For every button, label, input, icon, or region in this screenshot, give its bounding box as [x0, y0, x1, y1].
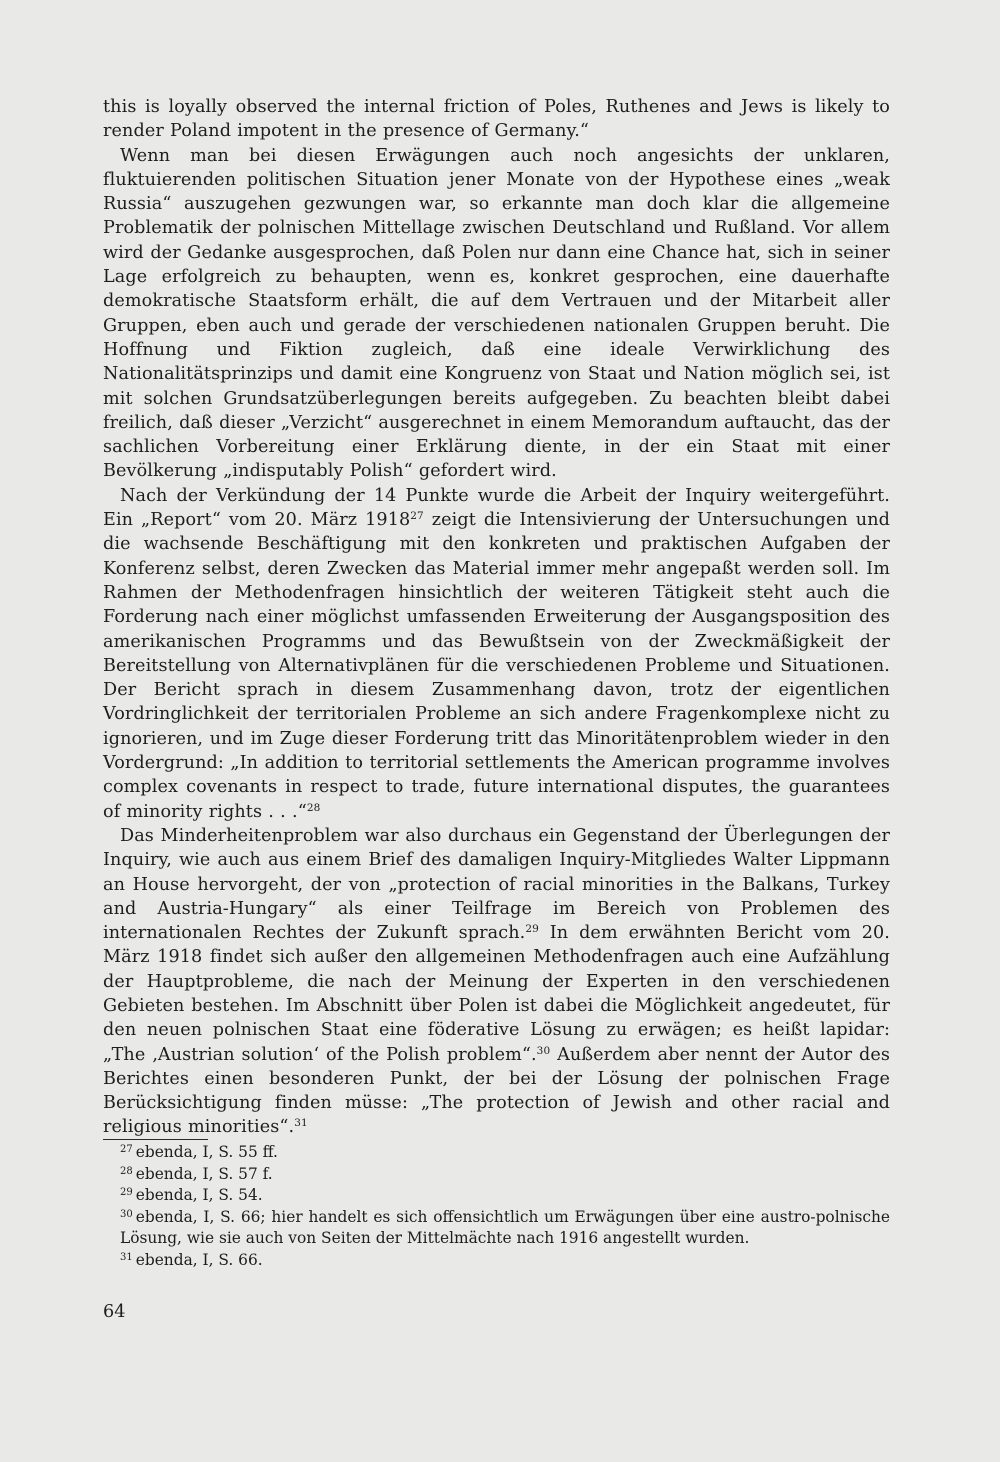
text-run: Wenn man bei diesen Erwägungen auch noch angesichts der unklaren, fluktuierenden politischen Situation jener Monate von der Hypothese eines „weak Russia“ auszugehen gezwungen war, so erkannte man doch klar die allgemeine Problematik der polnischen Mittellage zwischen Deutschland und Rußland. Vor allem wird der Gedanke ausgesprochen, daß Polen nur dann eine Chance hat, sich in seiner Lage erfolgreich zu behaupten, wenn es, konkret gesprochen, eine dauerhafte demokratische Staatsform erhält, die auf dem Vertrauen und der Mitarbeit aller Gruppen, eben auch und gerade der verschiedenen nationalen Gruppen beruht. Die Hoffnung und Fiktion zugleich, daß eine ideale Verwirklichung des Nationalitätsprinzips und damit eine Kongruenz von Staat und Nation möglich sei, ist mit solchen Grundsatzüberlegungen bereits aufgegeben. Zu beachten bleibt dabei freilich, daß dieser „Verzicht“ ausgerechnet in einem Memorandum auftaucht, das der sachlichen Vorbereitung einer Erklärung diente, in der ein Staat mit einer Bevölkerung „indisputably Polish“ gefordert wird.: [103, 145, 890, 482]
footnote-ref-31: 31: [294, 1117, 308, 1130]
paragraph-4: [103, 824, 890, 1140]
footnote-text: ebenda, I, S. 57 f.: [135, 1164, 273, 1183]
footnote-mark: 27: [120, 1144, 133, 1155]
text-run: Das Minderheitenproblem war also durchaus ein Gegenstand der Überlegungen der Inquiry, wie auch aus einem Brief des damaligen Inquiry-Mitgliedes Walter Lippmann an House hervorgeht, der von „protection of racial minorities in the Balkans, Turkey and Austria-Hungary“ als einer Teilfrage im Bereich von Problemen des internationalen Rechtes der Zukunft sprach.: [103, 825, 890, 944]
footnote-27: [103, 1142, 890, 1164]
footnotes: [103, 1142, 890, 1272]
footnote-28: [103, 1164, 890, 1186]
footnote-text: ebenda, I, S. 55 ff.: [135, 1143, 278, 1161]
footnote-ref-28: 28: [306, 801, 321, 814]
footnote-31: [103, 1250, 890, 1272]
footnote-ref-27: 27: [410, 510, 424, 523]
footnote-mark: 31: [120, 1251, 133, 1263]
footnote-mark: 30: [120, 1208, 133, 1220]
page-number: 64: [103, 1302, 126, 1322]
footnote-29: [103, 1185, 890, 1207]
footnote-ref-29: 29: [525, 923, 539, 936]
text-run: zeigt die Intensivierung der Untersuchungen und die wachsende Beschäftigung mit den konkreten und praktischen Aufgaben der Konferenz selbst, deren Zwecken das Material immer mehr angepaßt werden soll. Im Rahmen der Methodenfragen hinsichtlich der weiteren Tätigkeit steht auch die Forderung nach einer möglichst umfassenden Erweiterung der Ausgangsposition des amerikanischen Programms und das Bewußtsein von der Zweckmäßigkeit der Bereitstellung von Alternativplänen für die verschiedenen Probleme und Situationen. Der Bericht sprach in diesem Zusammenhang davon, trotz der eigentlichen Vordringlichkeit der territorialen Probleme an sich andere Fragenkomplexe nicht zu ignorieren, und im Zuge dieser Forderung tritt das Minoritätenproblem wieder in den Vordergrund: „In addition to territorial settlements the American programme involves complex covenants in respect to trade, future international disputes, the guarantees of minority rights . . .“: [103, 510, 890, 822]
footnote-ref-30: 30: [536, 1044, 551, 1057]
text-run: In dem erwähnten Bericht vom 20. März 1918 findet sich außer den allgemeinen Methodenfragen auch eine Aufzählung der Hauptprobleme, die nach der Meinung der Experten in den verschiedenen Gebieten bestehen. Im Abschnitt über Polen ist dabei die Möglichkeit angedeutet, für den neuen polnischen Staat eine föderative Lösung zu erwägen; es heißt lapidar: „The ‚Austrian solution‘ of the Polish problem“.: [103, 923, 890, 1065]
footnote-text: ebenda, I, S. 66; hier handelt es sich offensichtlich um Erwägungen über eine austro-polnische Lösung, wie sie auch von Seiten der Mittelmächte nach 1916 angestellt wurden.: [120, 1207, 890, 1248]
footnote-divider: [103, 1139, 208, 1140]
paragraph-3: [103, 484, 890, 824]
body-text: [103, 95, 890, 1140]
footnote-text: ebenda, I, S. 66.: [135, 1250, 263, 1269]
text-run: Nach der Verkündung der 14 Punkte wurde die Arbeit der Inquiry weitergeführt. Ein „Report“ vom 20. März 1918: [103, 485, 890, 531]
paragraph-1: [103, 95, 890, 144]
paragraph-2: [103, 144, 890, 484]
footnote-text: ebenda, I, S. 54.: [135, 1186, 263, 1205]
footnote-mark: 28: [120, 1165, 133, 1177]
footnote-30: [103, 1207, 890, 1250]
footnote-mark: 29: [120, 1187, 133, 1199]
text-run: Außerdem aber nennt der Autor des Berichtes einen besonderen Punkt, der bei der Lösung der polnischen Frage Berücksichtigung finden müsse: „The protection of Jewish and other racial and religious minorities“.: [103, 1044, 890, 1138]
text-run: this is loyally observed the internal friction of Poles, Ruthenes and Jews is likely to render Poland impotent in the presence of Germany.“: [103, 97, 890, 142]
